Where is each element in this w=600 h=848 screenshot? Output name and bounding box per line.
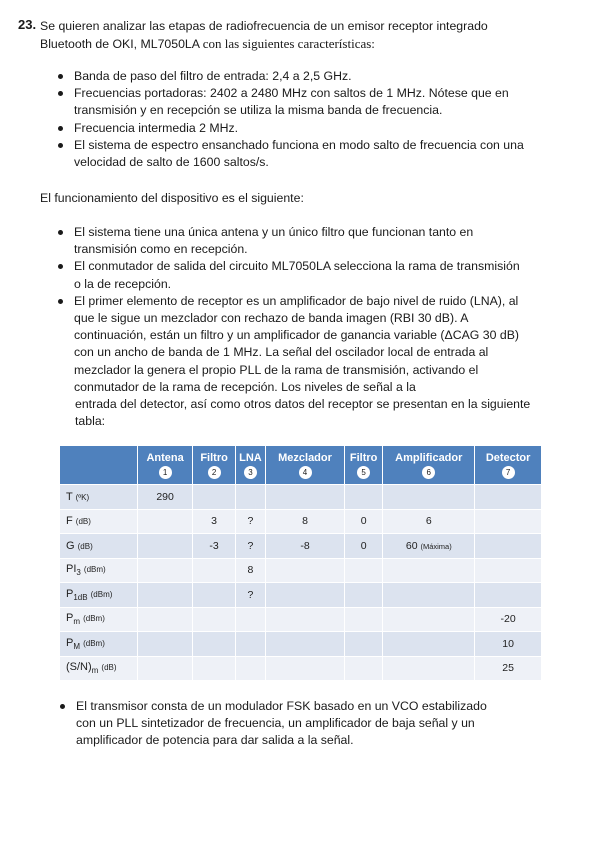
table-cell <box>193 583 235 608</box>
row-label: G (dB) <box>60 534 138 559</box>
table-cell <box>193 656 235 681</box>
table-row <box>60 632 542 657</box>
table-cell <box>137 583 193 608</box>
table-cell <box>235 632 265 657</box>
table-cell <box>344 583 382 608</box>
table-cell <box>137 558 193 583</box>
table-cell <box>383 485 475 510</box>
table-cell <box>235 485 265 510</box>
table-cell: ? <box>235 534 265 559</box>
table-cell <box>344 558 382 583</box>
table-cell <box>475 583 542 608</box>
row-label: $P_M$ (dBm) <box>60 632 138 657</box>
table-cell <box>383 583 475 608</box>
table-intro: entrada del detector, así como otros datos del receptor se presentan en la siguiente tabla: <box>75 397 531 429</box>
table-row <box>60 509 542 534</box>
intro-line-2a: Bluetooth de OKI, ML7050LA <box>40 37 203 51</box>
intro-line-2b: con las siguientes características: <box>202 36 375 51</box>
table-header-row <box>60 446 542 485</box>
table-cell <box>137 509 193 534</box>
row-label: $PI_3$ (dBm) <box>60 558 138 583</box>
table-cell <box>266 656 345 681</box>
table-cell <box>344 632 382 657</box>
table-row <box>60 583 542 608</box>
table-cell: 0 <box>344 509 382 534</box>
table-cell <box>383 558 475 583</box>
table-row <box>60 607 542 632</box>
table-cell <box>475 485 542 510</box>
table-row <box>60 534 542 559</box>
table-header: Mezclador 4 <box>266 446 345 485</box>
table-cell: 60 (Máxima) <box>383 534 475 559</box>
table-cell: 3 <box>193 509 235 534</box>
table-cell: -20 <box>475 607 542 632</box>
list-item: Frecuencias portadoras: 2402 a 2480 MHz con saltos de 1 MHz. Nótese que en transmisión y en recepción se utiliza la misma banda de frecuencia. <box>58 85 528 119</box>
bullet-icon <box>58 126 63 131</box>
table-cell <box>266 607 345 632</box>
stage-number-icon: 4 <box>299 466 312 479</box>
table-cell <box>137 534 193 559</box>
table-cell: 6 <box>383 509 475 534</box>
table-cell <box>344 485 382 510</box>
table-header-empty <box>60 446 138 485</box>
table-cell: ? <box>235 509 265 534</box>
table-cell: -3 <box>193 534 235 559</box>
row-label: T (ºK) <box>60 485 138 510</box>
table-cell <box>193 632 235 657</box>
table-cell <box>266 583 345 608</box>
list-item: Frecuencia intermedia 2 MHz. <box>58 120 528 137</box>
table-cell <box>137 656 193 681</box>
bullet-icon <box>58 91 63 96</box>
table-cell: 25 <box>475 656 542 681</box>
table-cell: -8 <box>266 534 345 559</box>
row-label: $P_{1dB}$ (dBm) <box>60 583 138 608</box>
table-row <box>60 558 542 583</box>
table-cell: 0 <box>344 534 382 559</box>
list-item: El sistema de espectro ensanchado funciona en modo salto de frecuencia con una velocidad de salto de 1600 saltos/s. <box>58 137 528 171</box>
table-cell: 8 <box>266 509 345 534</box>
table-cell: ? <box>235 583 265 608</box>
table-cell: 290 <box>137 485 193 510</box>
table-row <box>60 485 542 510</box>
stage-number-icon: 2 <box>208 466 221 479</box>
list-item: El transmisor consta de un modulador FSK basado en un VCO estabilizado con un PLL sintetizador de frecuencia, un amplificador de baja señal y un amplificador de potencia para dar salida a la señal. <box>60 698 500 750</box>
bullet-icon <box>58 230 63 235</box>
table-cell <box>235 656 265 681</box>
table-cell <box>235 607 265 632</box>
table-cell <box>266 632 345 657</box>
bullet-icon <box>60 704 65 709</box>
table-cell <box>383 632 475 657</box>
list-item: El primer elemento de receptor es un amplificador de bajo nivel de ruido (LNA), al que le sigue un mezclador con rechazo de banda imagen (RBI 30 dB). A continuación, están un filtro y un amplificador de ganancia variable (ΔCAG 30 dB) con un ancho de banda de 1 MHz. La señal del oscilador local de entrada al mezclador la genera el propio PLL de la rama de transmisión, activando el conmutador de la rama de recepción. Los niveles de señal a la <box>58 293 528 396</box>
row-label: $(S/N)_m$ (dB) <box>60 656 138 681</box>
table-cell <box>475 534 542 559</box>
table-cell <box>137 607 193 632</box>
problem-intro <box>40 17 580 53</box>
stage-number-icon: 3 <box>244 466 257 479</box>
table-cell <box>383 607 475 632</box>
table-header: LNA 3 <box>235 446 265 485</box>
receiver-data-table <box>59 445 542 681</box>
table-cell <box>475 558 542 583</box>
table-cell: 10 <box>475 632 542 657</box>
stage-number-icon: 1 <box>159 466 172 479</box>
bullet-icon <box>58 264 63 269</box>
bullet-icon <box>58 74 63 79</box>
table-header: Amplificador 6 <box>383 446 475 485</box>
table-cell <box>344 656 382 681</box>
operation-list <box>58 224 528 396</box>
table-cell <box>383 656 475 681</box>
stage-number-icon: 7 <box>502 466 515 479</box>
features-list <box>58 68 528 171</box>
list-item: El sistema tiene una única antena y un único filtro que funcionan tanto en transmisión como en recepción. <box>58 224 528 258</box>
table-cell: 8 <box>235 558 265 583</box>
table-header: Antena 1 <box>137 446 193 485</box>
transmitter-list <box>60 698 500 750</box>
intro-line-1: Se quieren analizar las etapas de radiofrecuencia de un emisor receptor integrado <box>40 19 488 33</box>
table-cell <box>344 607 382 632</box>
table-cell <box>193 607 235 632</box>
table-row <box>60 656 542 681</box>
row-label: F (dB) <box>60 509 138 534</box>
stage-number-icon: 6 <box>422 466 435 479</box>
table-cell <box>266 485 345 510</box>
list-item: Banda de paso del filtro de entrada: 2,4 a 2,5 GHz. <box>58 68 528 85</box>
bullet-icon <box>58 143 63 148</box>
operation-intro: El funcionamiento del dispositivo es el siguiente: <box>40 191 304 205</box>
list-item: El conmutador de salida del circuito ML7050LA selecciona la rama de transmisión o la de recepción. <box>58 258 528 292</box>
table-cell <box>137 632 193 657</box>
bullet-icon <box>58 299 63 304</box>
table-header: Filtro 2 <box>193 446 235 485</box>
table-header: Detector 7 <box>475 446 542 485</box>
stage-number-icon: 5 <box>357 466 370 479</box>
table-cell <box>266 558 345 583</box>
table-header: Filtro 5 <box>344 446 382 485</box>
table-cell <box>193 558 235 583</box>
table-cell <box>193 485 235 510</box>
table-cell <box>475 509 542 534</box>
row-label: $P_m$ (dBm) <box>60 607 138 632</box>
problem-number: 23. <box>18 17 37 32</box>
